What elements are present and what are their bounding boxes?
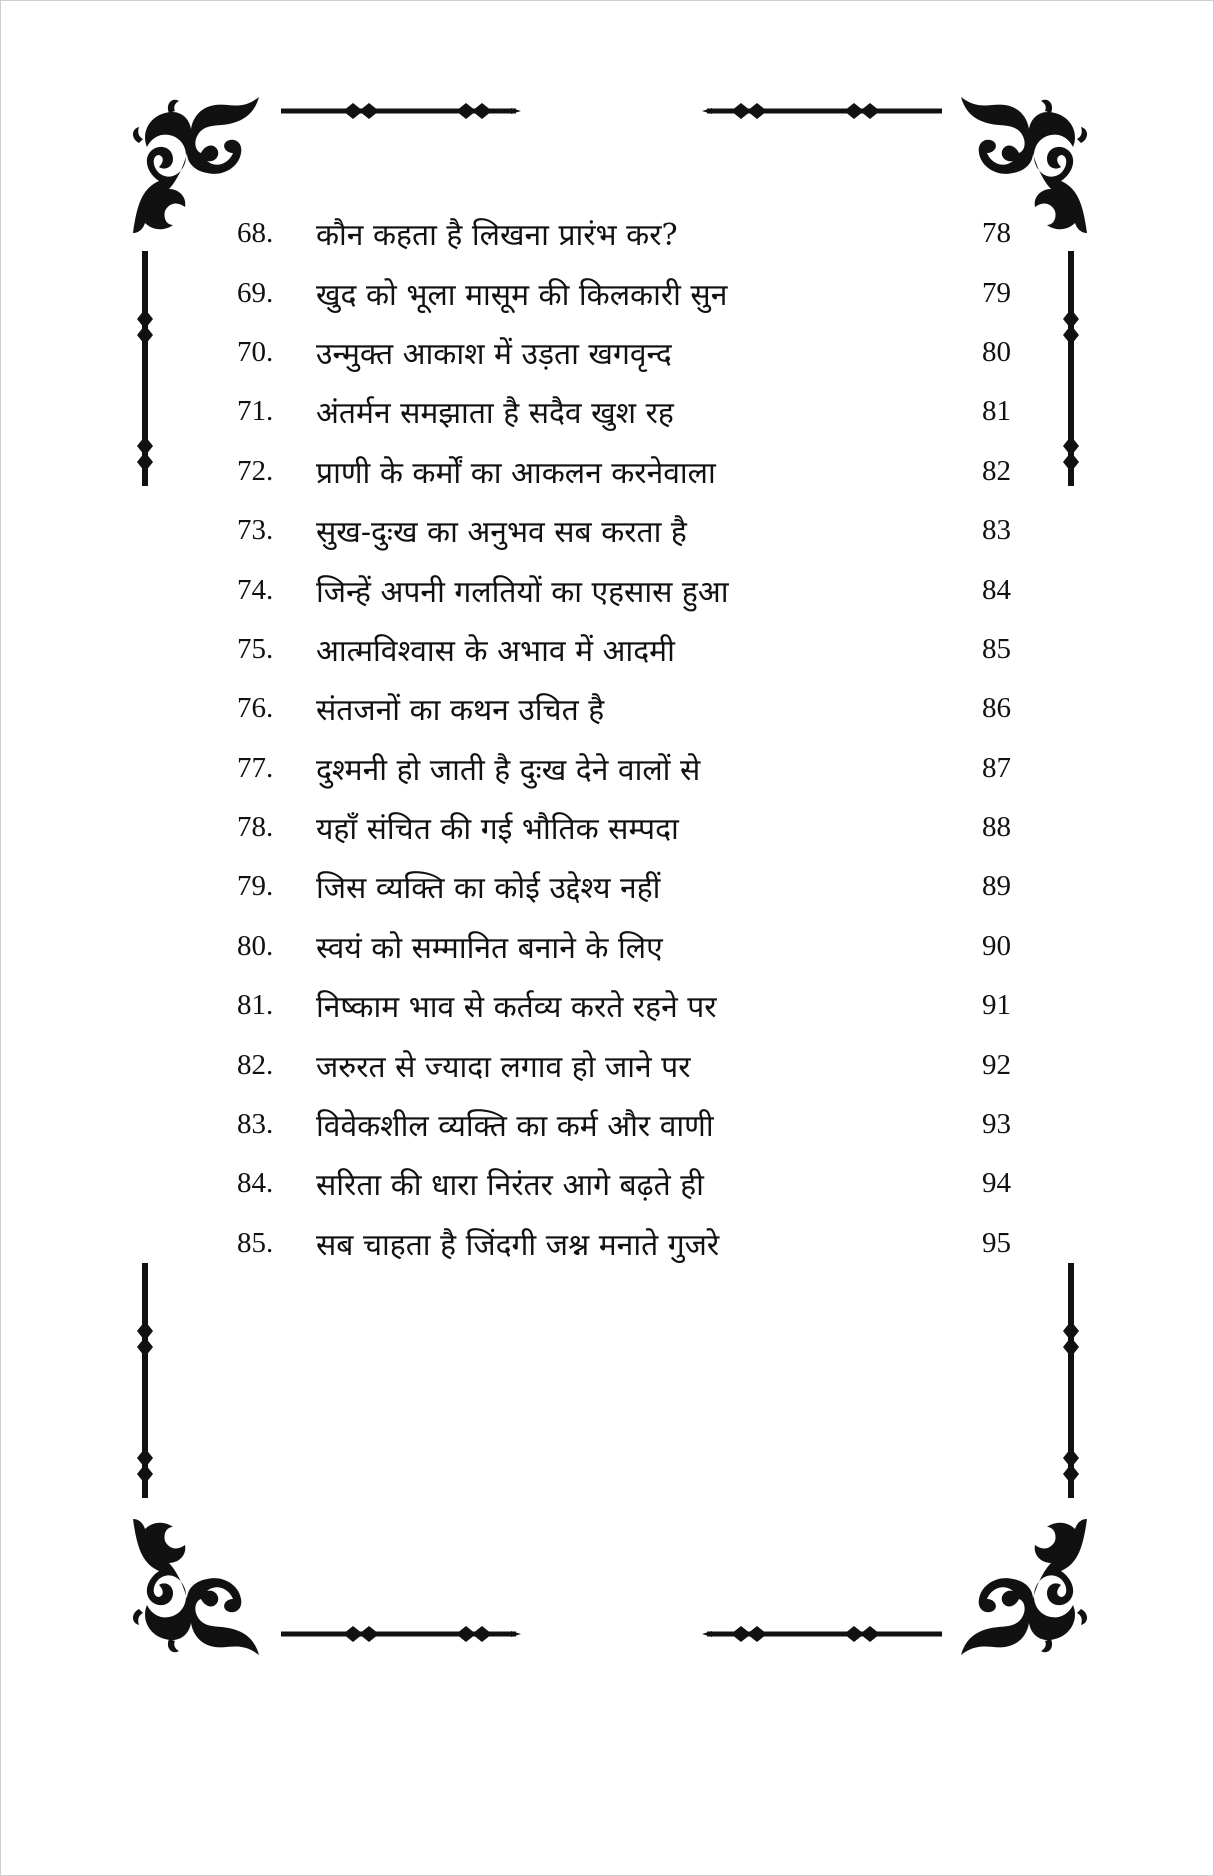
toc-entry[interactable] xyxy=(237,263,1011,322)
entry-title: स्वयं को सम्मानित बनाने के लिए xyxy=(316,930,663,966)
entry-page-number: 80 xyxy=(982,335,1011,368)
divider-left-lower xyxy=(135,1263,155,1499)
toc-entry[interactable] xyxy=(237,679,1011,738)
toc-entry[interactable] xyxy=(237,1095,1011,1154)
entry-number: 73. xyxy=(237,514,274,547)
entry-title: विवेकशील व्यक्ति का कर्म और वाणी xyxy=(316,1109,714,1145)
entry-number: 80. xyxy=(237,929,274,962)
entry-number: 71. xyxy=(237,395,274,428)
table-of-contents xyxy=(237,204,1011,1273)
entry-number: 75. xyxy=(237,632,274,665)
entry-page-number: 79 xyxy=(982,276,1011,309)
entry-page-number: 81 xyxy=(982,395,1011,428)
entry-title: उन्मुक्त आकाश में उड़ता खगवृन्द xyxy=(316,336,672,372)
entry-number: 76. xyxy=(237,692,274,725)
entry-page-number: 84 xyxy=(982,573,1011,606)
entry-number: 84. xyxy=(237,1167,274,1200)
toc-entry[interactable] xyxy=(237,620,1011,679)
entry-title: आत्मविश्वास के अभाव में आदमी xyxy=(316,633,675,669)
toc-entry[interactable] xyxy=(237,204,1011,263)
entry-page-number: 82 xyxy=(982,454,1011,487)
toc-entry[interactable] xyxy=(237,798,1011,857)
entry-number: 68. xyxy=(237,217,274,250)
divider-bottom-left xyxy=(281,1624,526,1644)
entry-page-number: 94 xyxy=(982,1167,1011,1200)
divider-left-upper xyxy=(135,251,155,487)
entry-page-number: 86 xyxy=(982,692,1011,725)
entry-title: जरुरत से ज्यादा लगाव हो जाने पर xyxy=(316,1049,691,1085)
entry-number: 78. xyxy=(237,811,274,844)
entry-title: संतजनों का कथन उचित है xyxy=(316,693,605,729)
toc-entry[interactable] xyxy=(237,382,1011,441)
divider-top-left xyxy=(281,101,526,121)
entry-title: निष्काम भाव से कर्तव्य करते रहने पर xyxy=(316,990,717,1026)
toc-entry[interactable] xyxy=(237,739,1011,798)
entry-title: कौन कहता है लिखना प्रारंभ कर? xyxy=(316,218,678,254)
entry-title: सब चाहता है जिंदगी जश्न मनाते गुजरे xyxy=(316,1227,720,1263)
divider-bottom-right xyxy=(697,1624,942,1644)
entry-page-number: 89 xyxy=(982,870,1011,903)
corner-ornament-bottom-right xyxy=(941,1509,1091,1659)
toc-entry[interactable] xyxy=(237,1154,1011,1213)
entry-number: 82. xyxy=(237,1048,274,1081)
toc-entry[interactable] xyxy=(237,501,1011,560)
entry-page-number: 92 xyxy=(982,1048,1011,1081)
entry-page-number: 93 xyxy=(982,1108,1011,1141)
entry-page-number: 95 xyxy=(982,1226,1011,1259)
entry-number: 69. xyxy=(237,276,274,309)
entry-number: 77. xyxy=(237,751,274,784)
entry-title: सुख-दुःख का अनुभव सब करता है xyxy=(316,515,687,551)
entry-title: अंतर्मन समझाता है सदैव खुश रह xyxy=(316,396,674,432)
entry-title: प्राणी के कर्मों का आकलन करनेवाला xyxy=(316,455,716,491)
entry-page-number: 85 xyxy=(982,632,1011,665)
entry-number: 72. xyxy=(237,454,274,487)
toc-entry[interactable] xyxy=(237,917,1011,976)
entry-number: 70. xyxy=(237,335,274,368)
entry-page-number: 91 xyxy=(982,989,1011,1022)
divider-right-lower xyxy=(1061,1263,1081,1499)
entry-number: 74. xyxy=(237,573,274,606)
entry-title: सरिता की धारा निरंतर आगे बढ़ते ही xyxy=(316,1168,704,1204)
toc-entry[interactable] xyxy=(237,560,1011,619)
divider-top-right xyxy=(697,101,942,121)
toc-entry[interactable] xyxy=(237,857,1011,916)
corner-ornament-bottom-left xyxy=(129,1509,279,1659)
entry-title: जिन्हें अपनी गलतियों का एहसास हुआ xyxy=(316,574,729,610)
divider-right-upper xyxy=(1061,251,1081,487)
entry-page-number: 88 xyxy=(982,811,1011,844)
toc-entry[interactable] xyxy=(237,442,1011,501)
entry-number: 85. xyxy=(237,1226,274,1259)
entry-page-number: 87 xyxy=(982,751,1011,784)
entry-title: यहाँ संचित की गई भौतिक सम्पदा xyxy=(316,812,679,848)
entry-title: दुश्मनी हो जाती है दुःख देने वालों से xyxy=(316,752,701,788)
entry-number: 81. xyxy=(237,989,274,1022)
entry-page-number: 78 xyxy=(982,217,1011,250)
entry-page-number: 90 xyxy=(982,929,1011,962)
entry-title: जिस व्यक्ति का कोई उद्देश्य नहीं xyxy=(316,871,661,907)
toc-entry[interactable] xyxy=(237,976,1011,1035)
entry-page-number: 83 xyxy=(982,514,1011,547)
entry-title: खुद को भूला मासूम की किलकारी सुन xyxy=(316,277,728,313)
toc-entry[interactable] xyxy=(237,1214,1011,1273)
entry-number: 79. xyxy=(237,870,274,903)
entry-number: 83. xyxy=(237,1108,274,1141)
toc-entry[interactable] xyxy=(237,323,1011,382)
toc-entry[interactable] xyxy=(237,1035,1011,1094)
